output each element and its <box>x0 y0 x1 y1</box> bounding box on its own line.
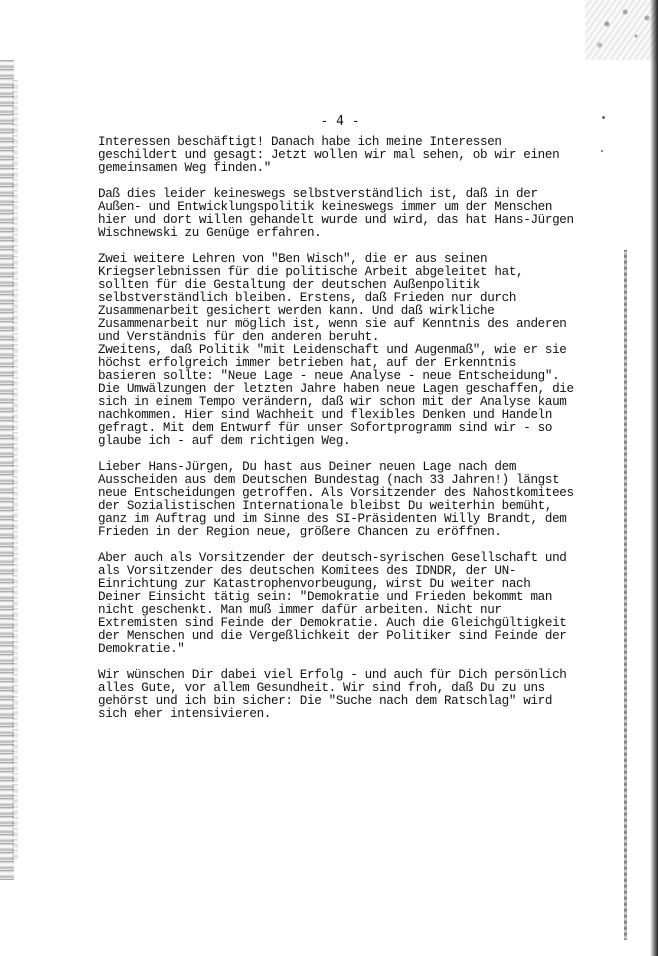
text-line: gefragt. Mit dem Entwurf für unser Sofortprogramm sind wir - so <box>98 421 553 435</box>
paragraph <box>98 461 588 539</box>
text-line: nicht geschenkt. Man muß immer dafür arbeiten. Nicht nur <box>98 603 502 617</box>
text-line: Aber auch als Vorsitzender der deutsch-syrischen Gesellschaft und <box>98 551 567 565</box>
text-line: neue Entscheidungen getroffen. Als Vorsitzender des Nahostkomitees <box>98 486 574 500</box>
text-line: sollten für die Gestaltung der deutschen Außenpolitik <box>98 278 480 292</box>
scan-edge-left-inner <box>12 80 18 860</box>
text-line: Einrichtung zur Katastrophenvorbeugung, wirst Du weiter nach <box>98 577 531 591</box>
text-line: gemeinsamen Weg finden." <box>98 161 271 175</box>
text-line: Wir wünschen Dir dabei viel Erfolg - und auch für Dich persönlich <box>98 668 567 682</box>
text-line: gehörst und ich bin sicher: Die "Suche nach dem Ratschlag" wird <box>98 694 553 708</box>
text-line: Deiner Einsicht tätig sein: "Demokratie und Frieden bekommt man <box>98 590 553 604</box>
text-line: Die Umwälzungen der letzten Jahre haben neue Lagen geschaffen, die <box>98 382 574 396</box>
paragraph <box>98 552 588 656</box>
text-line: Wischnewski zu Genüge erfahren. <box>98 226 322 240</box>
text-line: der Sozialistischen Internationale bleibst Du weiterhin bemüht, <box>98 499 553 513</box>
scan-speck <box>601 150 603 152</box>
text-line: Frieden in der Region neue, größere Chancen zu eröffnen. <box>98 525 502 539</box>
scan-edge-right <box>650 0 658 956</box>
text-line: ganz im Auftrag und im Sinne des SI-Präsidenten Willy Brandt, dem <box>98 512 567 526</box>
scan-corner-noise <box>585 0 658 60</box>
scan-edge-right-bar <box>624 250 627 940</box>
text-line: Interessen beschäftigt! Danach habe ich meine Interessen <box>98 135 502 149</box>
text-line: Ausscheiden aus dem Deutschen Bundestag (nach 33 Jahren!) längst <box>98 473 560 487</box>
text-line: höchst erfolgreich immer betrieben hat, auf der Erkenntnis <box>98 356 517 370</box>
text-line: Lieber Hans-Jürgen, Du hast aus Deiner neuen Lage nach dem <box>98 460 517 474</box>
text-line: Daß dies leider keineswegs selbstverständlich ist, daß in der <box>98 187 538 201</box>
page-number: - 4 - <box>320 114 360 129</box>
text-line: der Menschen und die Vergeßlichkeit der Politiker sind Feinde der <box>98 629 567 643</box>
text-line: sich eher intensivieren. <box>98 707 271 721</box>
text-line: Zusammenarbeit nur möglich ist, wenn sie auf Kenntnis des anderen <box>98 317 567 331</box>
text-line: sich in einem Tempo verändern, daß wir schon mit der Analyse kaum <box>98 395 567 409</box>
text-line: Zusammenarbeit gesichert werden kann. Und daß wirkliche <box>98 304 495 318</box>
text-line: und Verständnis für den anderen beruht. <box>98 330 380 344</box>
text-line: Extremisten sind Feinde der Demokratie. Auch die Gleichgültigkeit <box>98 616 567 630</box>
text-line: geschildert und gesagt: Jetzt wollen wir mal sehen, ob wir einen <box>98 148 560 162</box>
paragraph <box>98 253 588 448</box>
text-line: selbstverständlich bleiben. Erstens, daß Frieden nur durch <box>98 291 517 305</box>
scan-speck <box>602 116 605 119</box>
paragraph <box>98 136 588 175</box>
paragraph <box>98 669 588 721</box>
text-line: hier und dort willen gehandelt wurde und wird, das hat Hans-Jürgen <box>98 213 574 227</box>
text-line: nachkommen. Hier sind Wachheit und flexibles Denken und Handeln <box>98 408 553 422</box>
text-line: alles Gute, vor allem Gesundheit. Wir sind froh, daß Du zu uns <box>98 681 545 695</box>
text-line: als Vorsitzender des deutschen Komitees des IDNDR, der UN- <box>98 564 517 578</box>
paragraph <box>98 188 588 240</box>
text-line: Außen- und Entwicklungspolitik keineswegs immer um der Menschen <box>98 200 553 214</box>
text-line: Demokratie." <box>98 642 185 656</box>
text-line: glaube ich - auf dem richtigen Weg. <box>98 434 351 448</box>
text-line: Zweitens, daß Politik "mit Leidenschaft und Augenmaß", wie er sie <box>98 343 567 357</box>
letter-body <box>98 136 588 734</box>
text-line: basieren sollte: "Neue Lage - neue Analyse - neue Entscheidung". <box>98 369 560 383</box>
text-line: Kriegserlebnissen für die politische Arbeit abgeleitet hat, <box>98 265 524 279</box>
text-line: Zwei weitere Lehren von "Ben Wisch", die er aus seinen <box>98 252 488 266</box>
